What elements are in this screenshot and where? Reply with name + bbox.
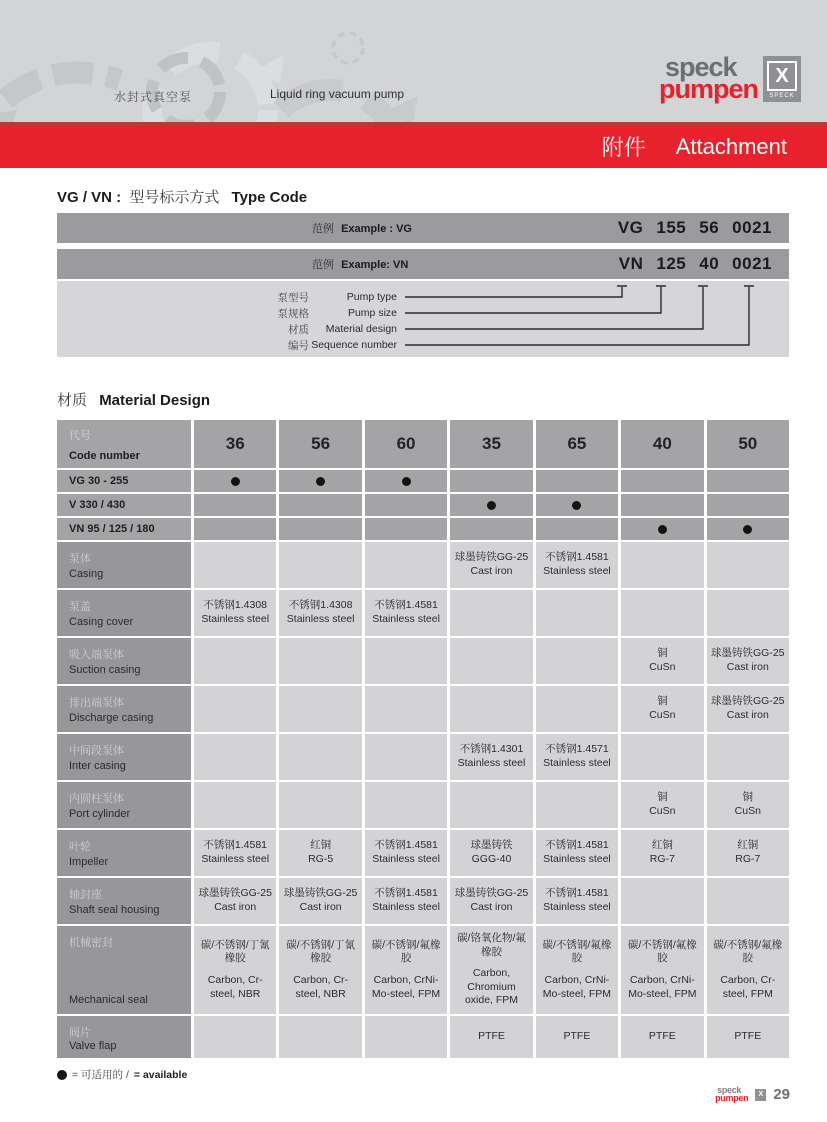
table-cell (365, 542, 447, 588)
table-cell (621, 878, 703, 924)
cell-text-en: Carbon, Cr-steel, NBR (207, 974, 263, 1000)
cell-text-cn: 不锈钢1.4308 (288, 599, 353, 612)
table-cell (365, 590, 447, 636)
table-cell (365, 926, 447, 1014)
material-title-en: Material Design (99, 392, 211, 409)
cell-text-cn: 碳/不锈钢/丁氰橡胶 (200, 938, 270, 965)
table-cell (365, 782, 447, 828)
cell-text-en: GGG-40 (471, 853, 512, 865)
table-cell (707, 782, 789, 828)
brand-x-icon (763, 56, 801, 102)
brand-wordmark (659, 52, 758, 105)
table-cell (707, 590, 789, 636)
example-label (312, 220, 412, 236)
table-cell (194, 830, 276, 876)
cell-text-en: CuSn (734, 805, 761, 817)
table-cell (279, 1016, 361, 1058)
table-row-label (57, 1016, 191, 1058)
type-code-legend-row (57, 289, 397, 305)
code-row-label: VN 95 / 125 / 180 (57, 518, 191, 540)
table-row-label (57, 926, 191, 1014)
cell-text-en: Carbon, Cr-steel, NBR (293, 974, 349, 1000)
type-code-title-prefix: VG / VN : (57, 189, 122, 206)
cell-text-en: CuSn (649, 709, 676, 721)
cn-tagline: 水封式真空泵 (114, 90, 193, 104)
table-cell (194, 590, 276, 636)
table-cell (279, 782, 361, 828)
row-label-en: Suction casing (69, 664, 141, 676)
availability-cell (621, 518, 703, 540)
table-cell (194, 782, 276, 828)
code-number-header-en: Code number (69, 450, 140, 462)
type-code-title (57, 186, 307, 207)
row-label-en: Shaft seal housing (69, 904, 160, 916)
table-cell (279, 638, 361, 684)
code-row-label: VG 30 - 255 (57, 470, 191, 492)
footer-x-icon: X (755, 1089, 766, 1101)
table-cell (621, 734, 703, 780)
availability-dot-icon (231, 477, 240, 486)
cell-text-cn: 铜 (742, 791, 754, 804)
row-label-en: Casing cover (69, 616, 134, 628)
brand-speck-text: speck (665, 52, 737, 82)
cell-text-en: PTFE (478, 1030, 505, 1043)
cell-text-en: Stainless steel (372, 901, 440, 913)
brand-logo (659, 52, 801, 105)
cell-text-cn: 碳/不锈钢/氟橡胶 (713, 938, 783, 965)
availability-cell (707, 494, 789, 516)
table-cell (536, 926, 618, 1014)
table-cell (536, 734, 618, 780)
table-cell (279, 926, 361, 1014)
table-cell (365, 1016, 447, 1058)
page-footer (715, 1086, 790, 1103)
table-cell (450, 782, 532, 828)
availability-dot-icon (57, 1070, 67, 1080)
row-label-en: Mechanical seal (69, 994, 148, 1006)
availability-legend-en: = available (133, 1068, 188, 1081)
footer-logo-speck: speck (717, 1084, 742, 1095)
availability-cell (621, 494, 703, 516)
cell-text-en: Stainless steel (201, 853, 270, 865)
table-cell (365, 734, 447, 780)
availability-legend (57, 1067, 187, 1082)
cell-text-en: Carbon, CrNi-Mo-steel, FPM (628, 974, 697, 1000)
column-header: 40 (621, 420, 703, 468)
table-cell (621, 686, 703, 732)
page-number: 29 (773, 1086, 790, 1103)
example-label-en: Example: VN (341, 259, 409, 271)
table-row-label (57, 638, 191, 684)
row-label-en: Inter casing (69, 760, 126, 772)
availability-cell (279, 470, 361, 492)
cell-text-cn: 红铜 (651, 839, 673, 852)
cell-text-en: PTFE (734, 1030, 762, 1043)
availability-cell (279, 518, 361, 540)
cell-text-en: Stainless steel (543, 565, 611, 577)
example-label-cn: 范例 (312, 223, 334, 235)
cell-text-en: Stainless steel (457, 757, 526, 769)
cell-text-en: Carbon, Chromium oxide, FPM (464, 967, 519, 1007)
cell-text-en: CuSn (649, 661, 676, 673)
code-row-label: V 330 / 430 (57, 494, 191, 516)
type-code-segment: 0021 (732, 254, 772, 273)
table-cell (621, 1016, 703, 1058)
cell-text-cn: 球墨铸铁GG-25 (198, 887, 272, 900)
cell-text-en: RG-7 (735, 853, 761, 865)
table-cell (450, 926, 532, 1014)
table-cell (536, 542, 618, 588)
cell-text-en: Stainless steel (372, 853, 440, 865)
column-header: 50 (707, 420, 789, 468)
example-label-en: Example : VG (341, 223, 412, 235)
cell-text-cn: 碳/不锈钢/氟橡胶 (542, 938, 612, 965)
legend-label-en: Material design (325, 323, 397, 335)
cell-text-cn: 不锈钢1.4571 (545, 743, 609, 756)
type-code-segment: 56 (699, 218, 720, 237)
cell-text-en: Stainless steel (543, 757, 611, 769)
cell-text-en: PTFE (563, 1030, 591, 1043)
table-cell (365, 638, 447, 684)
table-cell (279, 830, 361, 876)
cell-text-en: RG-5 (308, 853, 334, 865)
row-label-cn: 吸入端泵体 (69, 649, 124, 661)
type-code-segment: 0021 (732, 218, 772, 237)
legend-label-cn: 泵型号 (277, 291, 309, 304)
table-cell (365, 686, 447, 732)
cell-text-en: Cast iron (726, 709, 769, 721)
column-header: 56 (279, 420, 361, 468)
type-code-title-cn: 型号标示方式 (129, 189, 220, 206)
material-design-title (57, 389, 210, 410)
table-cell (194, 686, 276, 732)
availability-cell (194, 518, 276, 540)
row-label-en: Impeller (69, 856, 109, 868)
cell-text-cn: 不锈钢1.4308 (203, 599, 268, 612)
cell-text-cn: 不锈钢1.4581 (203, 839, 268, 852)
table-row-label (57, 542, 191, 588)
table-cell (536, 686, 618, 732)
cell-text-cn: 球墨铸铁GG-25 (454, 887, 529, 900)
cell-text-cn: 球墨铸铁GG-25 (711, 647, 785, 660)
material-title-cn: 材质 (57, 392, 88, 409)
table-cell (707, 734, 789, 780)
cell-text-cn: 红铜 (310, 839, 332, 852)
cell-text-en: Carbon, CrNi-Mo-steel, FPM (371, 974, 441, 1000)
banner-title-en: Attachment (675, 133, 787, 159)
cell-text-en: Stainless steel (201, 613, 270, 625)
table-cell (536, 1016, 618, 1058)
table-cell (707, 686, 789, 732)
type-code-segment: 125 (656, 254, 687, 273)
table-cell (450, 734, 532, 780)
availability-dot-icon (572, 501, 581, 510)
table-cell (194, 542, 276, 588)
table-cell (450, 686, 532, 732)
type-code-value (619, 254, 789, 274)
column-header: 60 (365, 420, 447, 468)
type-code-example-row-vg (57, 213, 789, 243)
code-number-header-cn: 代号 (69, 430, 91, 442)
cell-text-cn: 碳/不锈钢/氟橡胶 (371, 938, 441, 965)
cell-text-en: PTFE (648, 1030, 676, 1043)
table-cell (450, 638, 532, 684)
table-cell (621, 590, 703, 636)
type-code-legend-row (57, 321, 397, 337)
row-label-en: Casing (69, 568, 104, 580)
cell-text-cn: 球墨铸铁GG-25 (454, 551, 529, 564)
availability-legend-cn: = 可适用的 / (72, 1069, 129, 1081)
cell-text-cn: 碳/不锈钢/丁氰橡胶 (286, 938, 356, 965)
type-code-segment: VG (617, 218, 644, 237)
table-cell (621, 782, 703, 828)
cell-text-cn: 铜 (657, 647, 668, 660)
row-label-en: Port cylinder (69, 808, 131, 820)
availability-cell (450, 518, 532, 540)
type-code-example-row-vn (57, 249, 789, 279)
table-cell (194, 926, 276, 1014)
en-tagline: Liquid ring vacuum pump (270, 87, 405, 101)
legend-label-en: Sequence number (311, 339, 397, 351)
legend-label-cn: 材质 (288, 323, 309, 336)
availability-cell (536, 518, 618, 540)
availability-cell (450, 470, 532, 492)
cell-text-en: Cast iron (470, 565, 513, 577)
cell-text-en: Stainless steel (543, 853, 611, 865)
table-row-label (57, 830, 191, 876)
legend-label-en: Pump type (346, 291, 397, 303)
table-cell (536, 638, 618, 684)
cell-text-cn: 不锈钢1.4581 (374, 887, 438, 900)
row-label-en: Valve flap (69, 1040, 117, 1052)
cell-text-cn: 球墨铸铁 (470, 839, 513, 852)
row-label-en: Discharge casing (69, 712, 154, 724)
availability-dot-icon (487, 501, 496, 510)
row-label-cn: 机械密封 (69, 937, 113, 949)
type-code-segment: 155 (656, 218, 687, 237)
column-header: 36 (194, 420, 276, 468)
row-label-cn: 内圆柱泵体 (69, 793, 124, 805)
row-label-cn: 叶轮 (69, 841, 91, 853)
cell-text-cn: 球墨铸铁GG-25 (711, 695, 785, 708)
type-code-value (618, 218, 789, 238)
cell-text-cn: 不锈钢1.4581 (545, 551, 609, 564)
availability-cell (365, 494, 447, 516)
cell-text-en: Cast iron (214, 901, 257, 913)
type-code-diagram (57, 281, 789, 357)
cell-text-cn: 红铜 (737, 839, 759, 852)
table-cell (365, 878, 447, 924)
cell-text-en: Stainless steel (286, 613, 355, 625)
x-figure-icon: X (767, 61, 797, 91)
footer-logo (715, 1084, 749, 1103)
table-cell (450, 878, 532, 924)
row-label-cn: 轴封座 (69, 889, 102, 901)
availability-cell (365, 518, 447, 540)
table-cell (279, 686, 361, 732)
row-label-cn: 中间段泵体 (69, 745, 124, 757)
cell-text-cn: 铜 (657, 695, 668, 708)
page-header (0, 0, 827, 122)
badge-label: SPECK (769, 93, 795, 99)
table-cell (536, 878, 618, 924)
table-cell (194, 1016, 276, 1058)
row-label-cn: 排出端泵体 (69, 697, 124, 709)
table-cell (536, 590, 618, 636)
cell-text-cn: 不锈钢1.4581 (374, 599, 438, 612)
table-row-label (57, 782, 191, 828)
type-code-title-en: Type Code (231, 189, 308, 206)
cell-text-cn: 球墨铸铁GG-25 (283, 887, 358, 900)
table-cell (621, 926, 703, 1014)
example-label (312, 256, 408, 272)
table-cell (279, 590, 361, 636)
availability-cell (194, 494, 276, 516)
example-label-cn: 范例 (312, 259, 334, 271)
legend-label-cn: 泵规格 (277, 307, 309, 320)
table-cell (707, 830, 789, 876)
table-cell (621, 830, 703, 876)
table-cell (450, 830, 532, 876)
material-design-table (57, 420, 789, 1058)
availability-cell (279, 494, 361, 516)
table-row-label (57, 686, 191, 732)
footer-logo-pumpen: pumpen (715, 1092, 749, 1103)
availability-cell (536, 470, 618, 492)
banner-title-cn: 附件 (601, 135, 646, 160)
row-label-cn: 泵盖 (69, 601, 91, 613)
availability-cell (707, 470, 789, 492)
table-cell (707, 1016, 789, 1058)
table-cell (621, 542, 703, 588)
row-label-cn: 阀片 (69, 1027, 91, 1039)
table-cell (194, 638, 276, 684)
type-code-segment: 40 (699, 254, 720, 273)
cell-text-en: RG-7 (649, 853, 675, 865)
availability-cell (536, 494, 618, 516)
type-code-legend-row (57, 305, 397, 321)
table-cell (707, 542, 789, 588)
type-code-segment: VN (618, 254, 644, 273)
table-cell (536, 830, 618, 876)
cell-text-cn: 碳/不锈钢/氟橡胶 (627, 938, 697, 965)
table-cell (194, 878, 276, 924)
cell-text-cn: 不锈钢1.4581 (374, 839, 438, 852)
table-cell (365, 830, 447, 876)
availability-cell (621, 470, 703, 492)
cell-text-cn: 不锈钢1.4581 (545, 887, 609, 900)
row-label-cn: 泵体 (69, 553, 91, 565)
type-code-legend-row (57, 337, 397, 353)
legend-label-en: Pump size (347, 307, 397, 319)
table-cell (536, 782, 618, 828)
availability-cell (365, 470, 447, 492)
cell-text-cn: 不锈钢1.4581 (545, 839, 609, 852)
availability-cell (194, 470, 276, 492)
code-number-header (57, 420, 191, 468)
table-cell (450, 1016, 532, 1058)
availability-dot-icon (658, 525, 667, 534)
cell-text-cn: 碳/铬氧化物/氟橡胶 (457, 931, 526, 958)
table-cell (279, 542, 361, 588)
table-cell (450, 590, 532, 636)
table-row-label (57, 734, 191, 780)
cell-text-cn: 铜 (657, 791, 668, 804)
table-cell (707, 638, 789, 684)
table-row-label (57, 878, 191, 924)
table-cell (707, 926, 789, 1014)
cell-text-cn: 不锈钢1.4301 (459, 743, 524, 756)
cell-text-en: Cast iron (470, 901, 513, 913)
table-cell (279, 734, 361, 780)
table-cell (621, 638, 703, 684)
column-header: 35 (450, 420, 532, 468)
table-cell (279, 878, 361, 924)
availability-dot-icon (743, 525, 752, 534)
availability-cell (707, 518, 789, 540)
column-header: 65 (536, 420, 618, 468)
availability-dot-icon (402, 477, 411, 486)
cell-text-en: CuSn (649, 805, 676, 817)
cell-text-en: Cast iron (299, 901, 342, 913)
table-cell (450, 542, 532, 588)
legend-label-cn: 编号 (288, 339, 309, 352)
cell-text-en: Stainless steel (543, 901, 611, 913)
cell-text-en: Cast iron (726, 661, 769, 673)
table-cell (194, 734, 276, 780)
availability-cell (450, 494, 532, 516)
availability-dot-icon (316, 477, 325, 486)
cell-text-en: Carbon, Cr-steel, FPM (720, 974, 776, 1000)
brand-pumpen-text: pumpen (659, 74, 758, 105)
section-banner (0, 122, 827, 168)
cell-text-en: Carbon, CrNi-Mo-steel, FPM (542, 974, 612, 1000)
table-cell (707, 878, 789, 924)
table-row-label (57, 590, 191, 636)
cell-text-en: Stainless steel (372, 613, 440, 625)
